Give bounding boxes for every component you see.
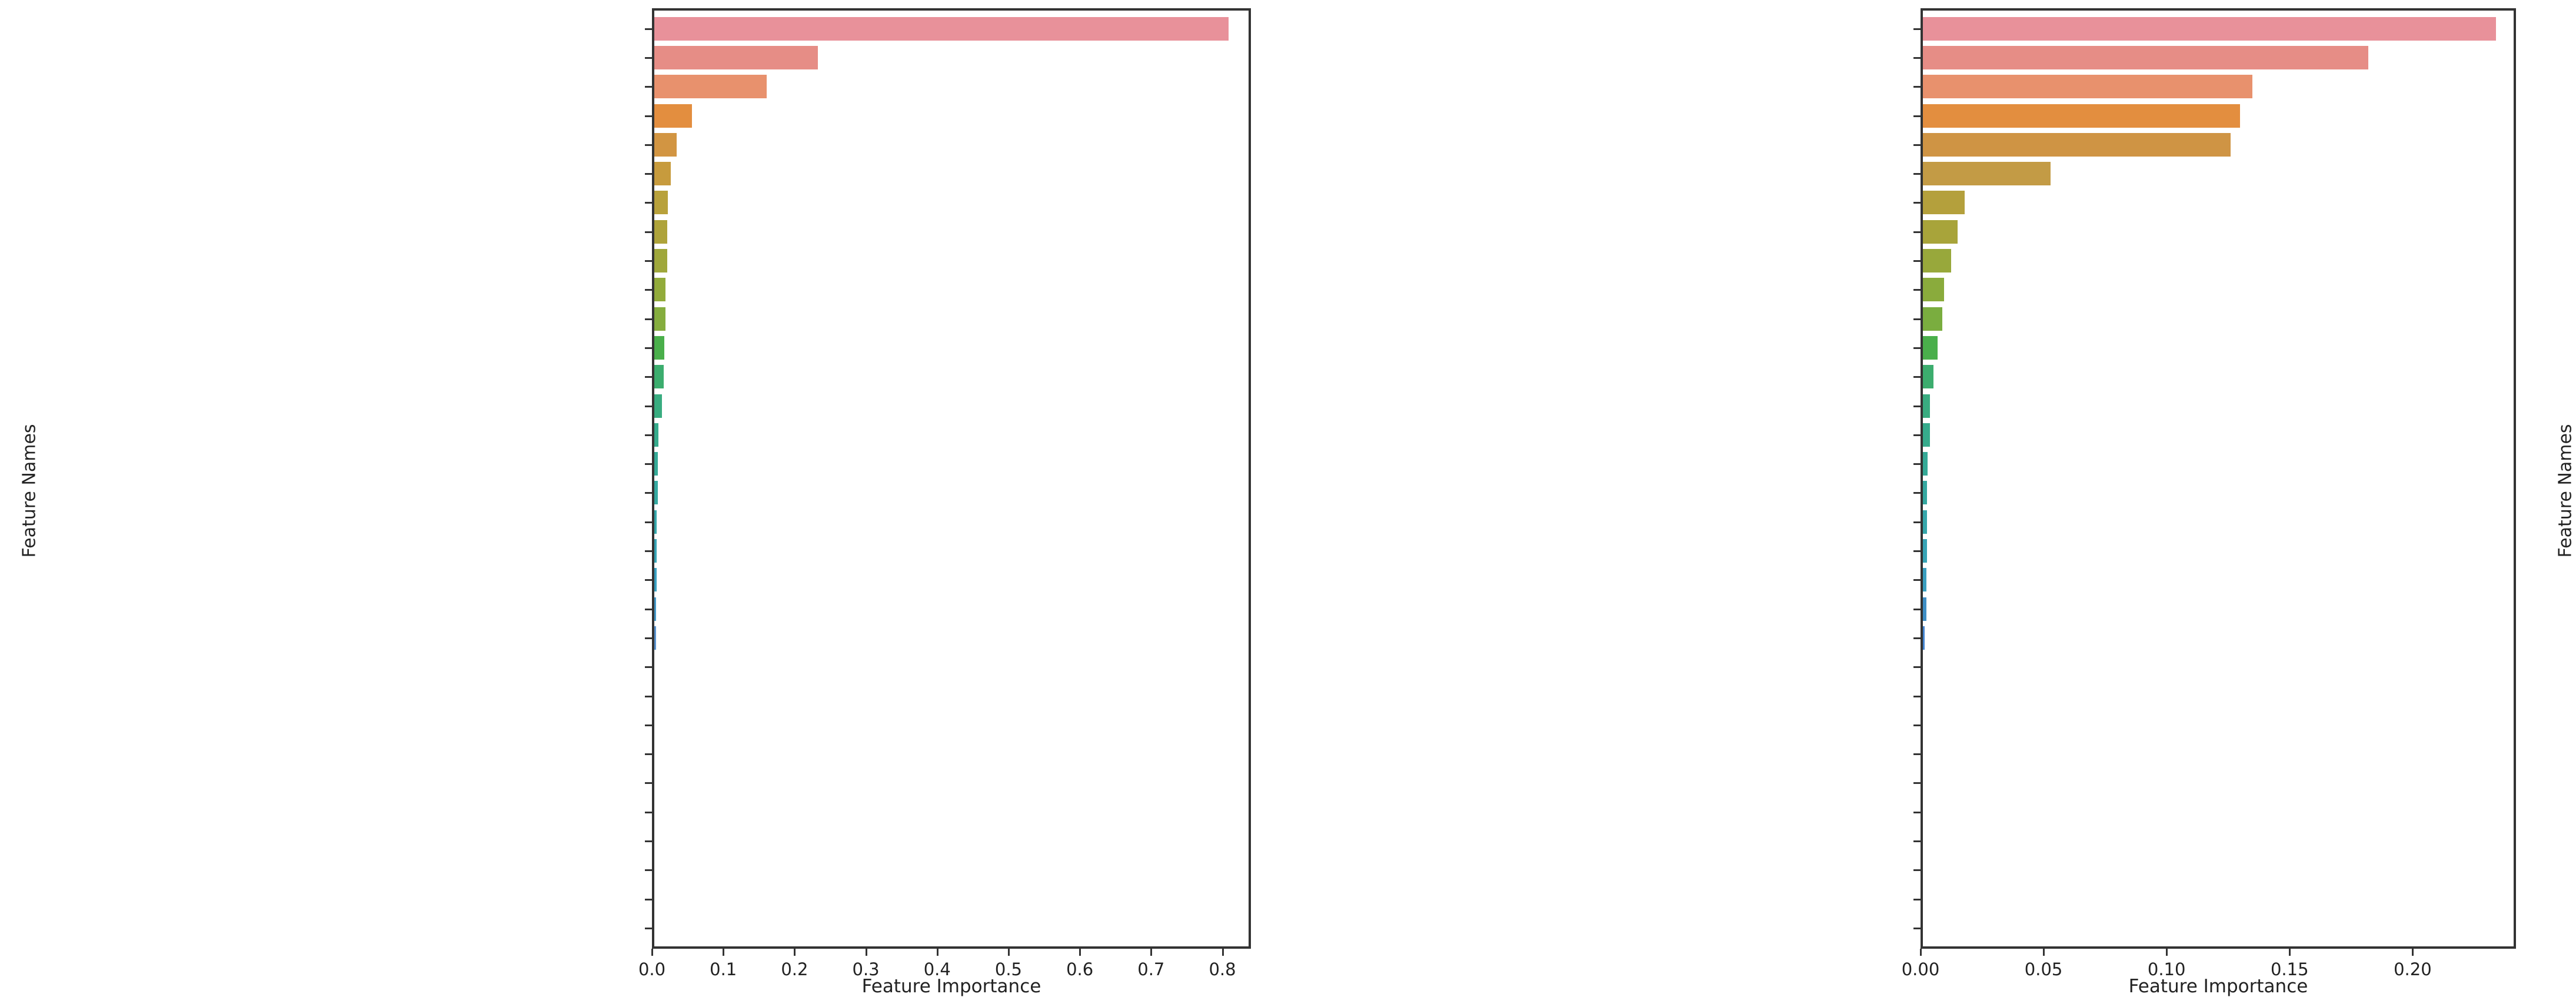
bar — [654, 539, 657, 563]
bar — [1923, 249, 1951, 272]
x-tick — [866, 949, 867, 956]
y-tick — [645, 724, 652, 726]
y-tick — [1913, 696, 1921, 697]
bar — [654, 104, 692, 128]
y-tick — [645, 812, 652, 813]
x-tick-label: 0.1 — [710, 959, 737, 979]
x-tick — [651, 949, 653, 956]
bar — [1923, 133, 2231, 157]
y-tick — [1913, 753, 1921, 755]
y-tick — [1913, 666, 1921, 668]
x-tick-label: 0.05 — [2024, 959, 2063, 979]
y-tick — [1913, 899, 1921, 900]
y-axis-label: Feature Names — [19, 424, 40, 558]
y-tick — [645, 463, 652, 465]
y-tick — [1913, 260, 1921, 262]
bar — [1923, 162, 2051, 185]
y-tick — [1913, 869, 1921, 871]
y-tick — [645, 347, 652, 349]
bar — [1923, 626, 1925, 650]
y-tick — [645, 840, 652, 842]
x-tick-label: 0.10 — [2147, 959, 2186, 979]
plot-area — [652, 8, 1251, 949]
bar — [1923, 336, 1938, 360]
x-tick — [2166, 949, 2168, 956]
y-tick — [645, 928, 652, 929]
y-tick — [1913, 28, 1921, 30]
bar — [654, 452, 658, 476]
y-tick — [645, 579, 652, 581]
bar — [1923, 46, 2368, 69]
y-tick — [645, 318, 652, 320]
y-tick — [1913, 202, 1921, 204]
bar — [654, 365, 664, 388]
x-tick — [1079, 949, 1081, 956]
bar — [654, 75, 767, 98]
y-tick — [1913, 376, 1921, 378]
bar — [1923, 191, 1965, 214]
x-axis-label: Feature Importance — [861, 976, 1041, 997]
bar — [654, 162, 671, 185]
y-tick — [1913, 609, 1921, 610]
bar — [654, 626, 656, 650]
y-tick — [645, 260, 652, 262]
y-tick — [1913, 782, 1921, 784]
y-tick — [645, 57, 652, 59]
y-tick — [1913, 173, 1921, 175]
y-tick — [645, 28, 652, 30]
y-tick — [645, 492, 652, 494]
y-tick — [1913, 318, 1921, 320]
x-tick — [723, 949, 724, 956]
y-tick — [645, 521, 652, 523]
bar — [654, 568, 657, 591]
y-tick — [1913, 347, 1921, 349]
y-tick — [645, 86, 652, 88]
y-tick — [1913, 115, 1921, 117]
y-tick — [1913, 637, 1921, 639]
bar — [654, 46, 818, 69]
y-tick — [645, 666, 652, 668]
y-tick — [1913, 289, 1921, 291]
x-tick-label: 0.8 — [1209, 959, 1236, 979]
x-tick-label: 0.15 — [2270, 959, 2309, 979]
y-tick — [645, 609, 652, 610]
bar — [654, 510, 657, 534]
bar — [654, 394, 662, 418]
y-tick — [1913, 724, 1921, 726]
x-tick — [1150, 949, 1152, 956]
x-tick — [2289, 949, 2291, 956]
bar — [1923, 597, 1926, 621]
y-tick — [645, 869, 652, 871]
bar — [654, 191, 668, 214]
bar — [654, 220, 667, 244]
x-tick-label: 0.3 — [852, 959, 880, 979]
bar — [1923, 481, 1927, 504]
left-chart-panel — [0, 0, 1271, 1007]
y-tick — [645, 637, 652, 639]
y-tick — [1913, 231, 1921, 233]
y-tick — [645, 550, 652, 552]
bar — [654, 597, 656, 621]
y-tick — [1913, 492, 1921, 494]
bar — [1923, 17, 2496, 41]
x-tick-label: 0.0 — [638, 959, 666, 979]
bar — [1923, 220, 1958, 244]
y-tick — [1913, 144, 1921, 146]
bar — [654, 423, 658, 447]
y-tick — [1913, 86, 1921, 88]
y-tick — [1913, 579, 1921, 581]
y-tick — [1913, 521, 1921, 523]
bar — [654, 336, 664, 360]
bar — [1923, 568, 1926, 591]
bar — [654, 17, 1229, 41]
bar — [1923, 394, 1930, 418]
bar — [654, 481, 658, 504]
y-tick — [645, 144, 652, 146]
y-tick — [645, 434, 652, 436]
bar — [654, 133, 677, 157]
y-tick — [645, 173, 652, 175]
y-tick — [1913, 434, 1921, 436]
y-tick — [1913, 463, 1921, 465]
x-tick — [2412, 949, 2414, 956]
x-tick — [794, 949, 796, 956]
bar — [654, 249, 667, 272]
y-tick — [645, 696, 652, 697]
x-tick-label: 0.6 — [1066, 959, 1094, 979]
x-tick-label: 0.00 — [1901, 959, 1940, 979]
x-tick — [1920, 949, 1922, 956]
x-axis-label: Feature Importance — [2128, 976, 2308, 997]
bar — [1923, 307, 1942, 331]
y-tick — [645, 782, 652, 784]
y-tick — [645, 753, 652, 755]
x-tick — [937, 949, 938, 956]
y-tick — [645, 231, 652, 233]
y-tick — [1913, 550, 1921, 552]
x-tick-label: 0.5 — [994, 959, 1022, 979]
bar — [1923, 539, 1927, 563]
bar — [1923, 510, 1927, 534]
bar — [1923, 423, 1930, 447]
y-tick — [1913, 57, 1921, 59]
bar — [1923, 75, 2252, 98]
y-tick — [645, 289, 652, 291]
y-tick — [1913, 812, 1921, 813]
y-tick — [1913, 840, 1921, 842]
y-tick — [645, 899, 652, 900]
bar — [1923, 365, 1933, 388]
x-tick — [2043, 949, 2045, 956]
x-tick-label: 0.4 — [923, 959, 951, 979]
bar — [1923, 104, 2240, 128]
y-tick — [645, 202, 652, 204]
y-tick — [645, 406, 652, 407]
y-tick — [1913, 406, 1921, 407]
bar — [1923, 452, 1928, 476]
y-axis-label: Feature Names — [2555, 424, 2576, 558]
x-tick — [1222, 949, 1224, 956]
y-tick — [1913, 928, 1921, 929]
x-tick-label: 0.7 — [1137, 959, 1165, 979]
bar — [654, 307, 665, 331]
x-tick — [1008, 949, 1010, 956]
bar — [654, 278, 665, 301]
y-tick — [645, 376, 652, 378]
x-tick-label: 0.2 — [781, 959, 808, 979]
y-tick — [645, 115, 652, 117]
bar — [1923, 278, 1944, 301]
x-tick-label: 0.20 — [2394, 959, 2432, 979]
